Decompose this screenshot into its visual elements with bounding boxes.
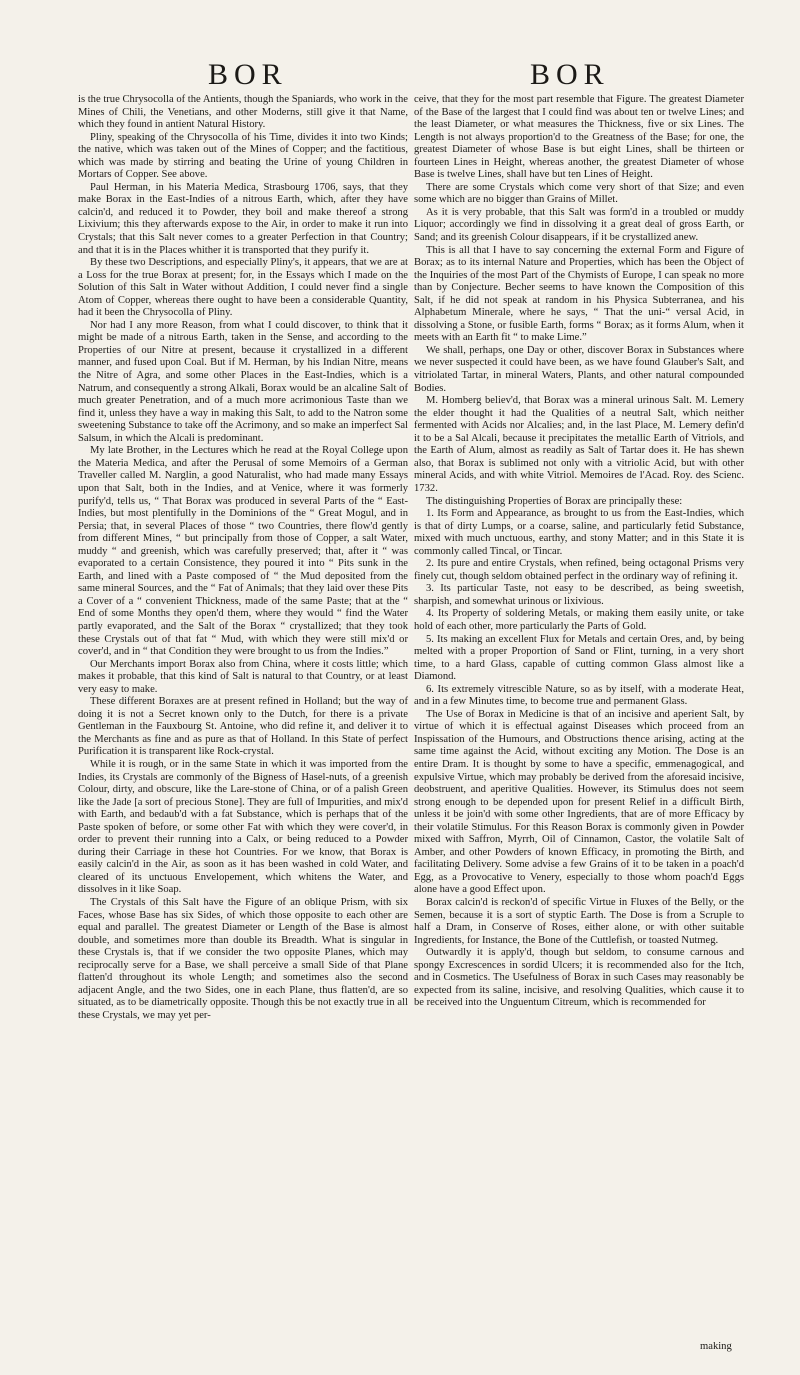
paragraph: 3. Its particular Taste, not easy to be described, as being sweetish, sharpish, and somewhat urinous or lixivious. [414,583,744,607]
paragraph: The distinguishing Properties of Borax are principally these: [426,495,683,507]
paragraph: 4. Its Property of soldering Metals, or making them easily unite, or take hold of each other, more particularly the Parts of Gold. [414,608,744,632]
paragraph: While it is rough, or in the same State in which it was imported from the Indies, its Crystals are commonly of the Bigness of Hasel-nuts, of a greenish Colour, dirty, and obscure, like the Lare-stone of China, or of a palish Green like the Jade [a sort of precious Stone]. They are full of Impurities, and mix'd with Earth, and bedaub'd with a fat Substance, which is perhaps that of the Paste spoken of before, or some other Fat with which they were cover'd, in order to prevent their running into a Calx, or being reduced to a Powder during their Carriage in these hot Countries. For we know, that Borax is easily calcin'd in the Air, as soon as it has been washed in cold Water, and cleared of its unctuous Envelopement, which whitens the Water, and dissolves in it like Soap. [78,758,408,896]
paragraph: Outwardly it is apply'd, though but seldom, to consume carnous and spongy Excrescences in sordid Ulcers; it is recommended also for the Itch, and in Cosmetics. The Usefulness of Borax in such Cases may reasonably be expected from its saline, incisive, and resolving Qualities, which cause it to be received into the Unguentum Citreum, which is recommended for [414,947,744,1009]
paragraph: We shall, perhaps, one Day or other, discover Borax in Substances where we never suspected it could have been, as we have found Glauber's Salt, and vitriolated Tartar, in mineral Waters, Plants, and other natural compounded Bodies. [414,344,744,394]
paragraph: 5. Its making an excellent Flux for Metals and certain Ores, and, by being melted with a proper Proportion of Sand or Flint, turning, in a very short time, to a hard Glass, capable of cutting common Glass almost like a Diamond. [414,633,744,683]
running-head-right: BOR [530,58,610,91]
paragraph: These different Boraxes are at present refined in Holland; but the way of doing it is not a Secret known only to the Dutch, for there is a private Gentleman in the Fauxbourg St. Antoine, who did refine it, and deliver it to the Merchants as fine and as pure as that of Holland. In this State of perfect Purification it is transparent like Rock-crystal. [78,696,408,758]
paragraph: M. Homberg believ'd, that Borax was a mineral urinous Salt. M. Lemery the elder thought it had the Qualities of a neutral Salt, which neither fermented with Acids nor Alcalies; and, in the last Place, M. Lemery defin'd it to be a Sal Alcali, because it precipitates the metallic Earth of Vitriols, and the Earth of Alum, almost as readily as Salt of Tartar does it. He has shewn also, that Borax is sublimed not only with a vitriolic Acid, but with other mineral Acids, and with white Vitriol. Memoires de l'Acad. Roy. des Scienc. 1732. [414,395,744,494]
paragraph: The Crystals of this Salt have the Figure of an oblique Prism, with six Faces, whose Base has six Sides, of which those opposite to each other are equal and parallel. The greatest Diameter or Length of the Base is almost double, and sometimes more than double its Breadth. What is singular in these Crystals is, that if we consider the two opposite Planes, which may reciprocally serve for a Base, we shall perceive a small Side of that Plane flatten'd throughout its whole Length; and sometimes also the second adjacent Angle, and the two Sides, one in each Plane, thus flatten'd, are so situated, as to be diametrically opposite. Though this be not exactly true in all these Crystals, we may yet per- [78,897,408,1021]
paragraph: Nor had I any more Reason, from what I could discover, to think that it might be made of a nitrous Earth, taken in the Sense, and according to the Properties of our Nitre at present, because it crystallized in a different manner, and fused upon Coal. But if M. Herman, by his Indian Nitre, means the Nitre of Agra, and some other Places in the East-Indies, which is a Natrum, and consequently a strong Alkali, Borax would be an alcaline Salt of much greater Penetration, and of a much more acrimonious Taste than we find it, unless they have a way in making this Salt, to add to the Natron some sweetening Substance to take off the Acrimony, and so make an imperfect Sal Salsum, in which the Alcali is predominant. [78,319,408,444]
running-head-left: BOR [208,58,288,91]
paragraph: is the true Chrysocolla of the Antients, though the Spaniards, who work in the Mines of Chili, the Venetians, and other Moderns, still give it that Name, which they found in antient Natural History. [78,94,408,131]
paragraph: My late Brother, in the Lectures which he read at the Royal College upon the Materia Medica, and after the Perusal of some Memoirs of a German Traveller called M. Narglin, a good Naturalist, who had made many Essays upon that Salt, both in the Indies, and at Venice, where it was formerly purify'd, tells us, “ That Borax was produced in several Parts of the “ East-Indies, but most plentifully in the Dominions of the “ Great Mogul, and in Persia; that, in several Places of those “ two Countries, there flow'd gently from different Mines, “ but principally from those of Copper, a salt Water, muddy “ and greenish, which was carefully preserved; that, after it “ was evaporated to a certain Consistence, they poured it into “ Pits sunk in the Earth, and lined with a Paste composed of “ the Mud deposited from the same mineral Sources, and the “ Fat of Animals; that they laid over these Pits a Cover of a “ convenient Thickness, made of the same Paste; that at the “ End of some Months they open'd them, where they would “ find the Water partly evaporated, and the Salt of the Borax “ crystallized; that they took these Crystals out of that fat “ Mud, with which they were still mix'd or cover'd, and in “ that Condition they were brought to us from the Indies.” [78,445,408,658]
paragraph: 1. Its Form and Appearance, as brought to us from the East-Indies, which is that of dirty Lumps, or a coarse, saline, and particularly fetid Substance, mixed with much unctuous, earthy, and stony Matter; and in this State it is commonly called Tincal, or Tincar. [414,508,744,557]
paragraph: Pliny, speaking of the Chrysocolla of his Time, divides it into two Kinds; the native, which was taken out of the Mines of Copper; and the factitious, which was made by stirring and beating the Urine of young Children in Mortars of Copper. See above. [78,131,408,181]
paragraph: By these two Descriptions, and especially Pliny's, it appears, that we are at a Loss for the true Borax at present; for, in the Essays which I made on the Solution of this Salt in Water without Addition, I could never find a single Atom of Copper, whereas there ought to have been a considerable Quantity, had it been the Chrysocolla of Pliny. [78,257,408,319]
paragraph: Paul Herman, in his Materia Medica, Strasbourg 1706, says, that they make Borax in the East-Indies of a nitrous Earth, which, after they have calcin'd, and reduced it to Powder, they boil and make thereof a strong Lixivium; this they afterwards expose to the Air, in order to make it run into Crystals; that this Salt never comes to a greater Perfection in that Country; and that it is in the Places whither it is transported that they purify it. [78,181,408,256]
catchword: making [700,1341,732,1352]
paragraph: ceive, that they for the most part resemble that Figure. The greatest Diameter of the Base of the largest that I could find was about ten or twelve Lines; and the least Diameter, or what measures the Thickness, five or six Lines. The Length is not always proportion'd to the Greatness of the Base; for one, the greatest Diameter of whose Base is but eight Lines, shall be thirteen or fourteen Lines in Height, whereas another, the greatest Diameter of whose Base is twelve Lines, shall have but ten Lines of Height. [414,94,744,181]
text-column-right [414,94,744,1010]
paragraph: This is all that I have to say concerning the external Form and Figure of Borax; as to its internal Nature and Properties, which has been the Object of the Inquiries of the most Part of the Chymists of Europe, I can speak no more than by Conjecture. Becher seems to have known the Composition of this Salt, if he did not speak at random in his Physica Subterranea, and his Alphabetum Minerale, where he says, “ That the uni-“ versal Acid, in dissolving a Stone, or fusible Earth, forms “ Borax; as it forms Alum, when it meets with an Earth fit “ to make Lime.” [414,244,744,344]
text-column-left [78,94,408,1022]
paragraph: There are some Crystals which come very short of that Size; and even some which are no bigger than Grains of Millet. [414,181,744,206]
paragraph: Our Merchants import Borax also from China, where it costs little; which makes it probable, that this kind of Salt is natural to that Country, or at least very easy to make. [78,658,408,695]
paragraph: 2. Its pure and entire Crystals, when refined, being octagonal Prisms very finely cut, though seldom obtained perfect in the ordinary way of refining it. [414,558,744,582]
paragraph: As it is very probable, that this Salt was form'd in a troubled or muddy Liquor; accordingly we find in dissolving it a great deal of gross Earth, or Sand; and its greenish Colour disappears, if it be crystallized anew. [414,206,744,244]
paragraph: The Use of Borax in Medicine is that of an incisive and aperient Salt, by virtue of which it is effectual against Diseases which proceed from an Inspissation of the Humours, and Obstructions thence arising, acting at the same time against the Acid, without exciting any Motion. The Dose is an entire Dram. It is thought by some to have a specific, emmenagogical, and expulsive Virtue, which may probably be derived from the aforesaid incisive, deobstruent, and aperitive Qualities. However, its Stimulus does not seem strong enough to be depended upon for present Relief in a difficult Birth, unless it be join'd with some other Ingredients, that are of more Efficacy by their volatile Stimulus. For this Reason Borax is commonly given in Powder mixed with Saffron, Myrrh, Oil of Cinnamon, Castor, the volatile Salt of Amber, and other Powders of known Efficacy, in promoting the Birth, and facilitating Delivery. Some advise a few Grains of it to be taken in a poach'd Egg, as a Provocative to Venery, especially to those whom poach'd Eggs alone have a good Effect upon. [414,708,744,896]
paragraph: 6. Its extremely vitrescible Nature, so as by itself, with a moderate Heat, and in a few Minutes time, to become true and permanent Glass. [414,683,744,708]
paragraph: Borax calcin'd is reckon'd of specific Virtue in Fluxes of the Belly, or the Semen, because it is a sort of styptic Earth. The Dose is from a Scruple to half a Dram, in Conserve of Roses, either alone, or with other suitable Ingredients, for Instance, the Bone of the Cuttlefish, or toasted Nutmeg. [414,897,744,946]
